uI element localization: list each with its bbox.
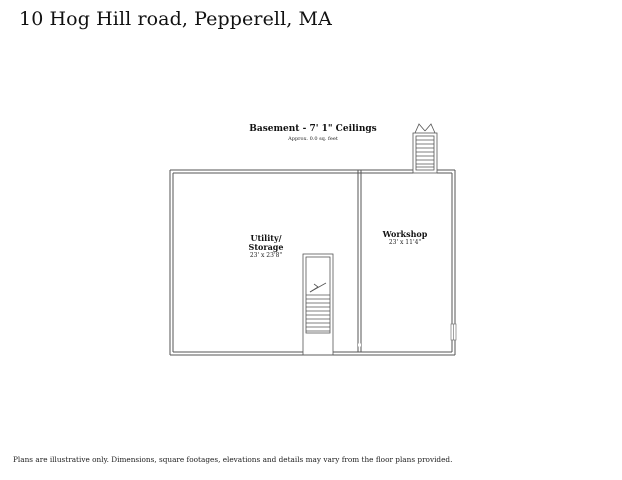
bulkhead-stairs [413,124,437,173]
room-name-line1: Utility/ [250,233,282,243]
room-dimensions: 23' x 23'8" [249,252,283,259]
room-utility-storage [249,233,284,259]
partition-wall [358,170,361,352]
room-name-line2: Storage [248,242,284,252]
floor-title: Basement - 7' 1" Ceilings [249,124,377,134]
interior-staircase [303,254,333,355]
disclaimer-text: Plans are illustrative only. Dimensions, square footages, elevations and details may vary from the floor plans provided. [13,455,453,464]
room-workshop [382,229,428,246]
property-address: 10 Hog Hill road, Pepperell, MA [19,8,332,30]
room-name-line1: Workshop [382,229,428,239]
floor-area: Approx. 0.0 sq. feet [288,136,338,142]
window-right [451,324,456,340]
room-dimensions: 23' x 11'4" [388,239,422,246]
